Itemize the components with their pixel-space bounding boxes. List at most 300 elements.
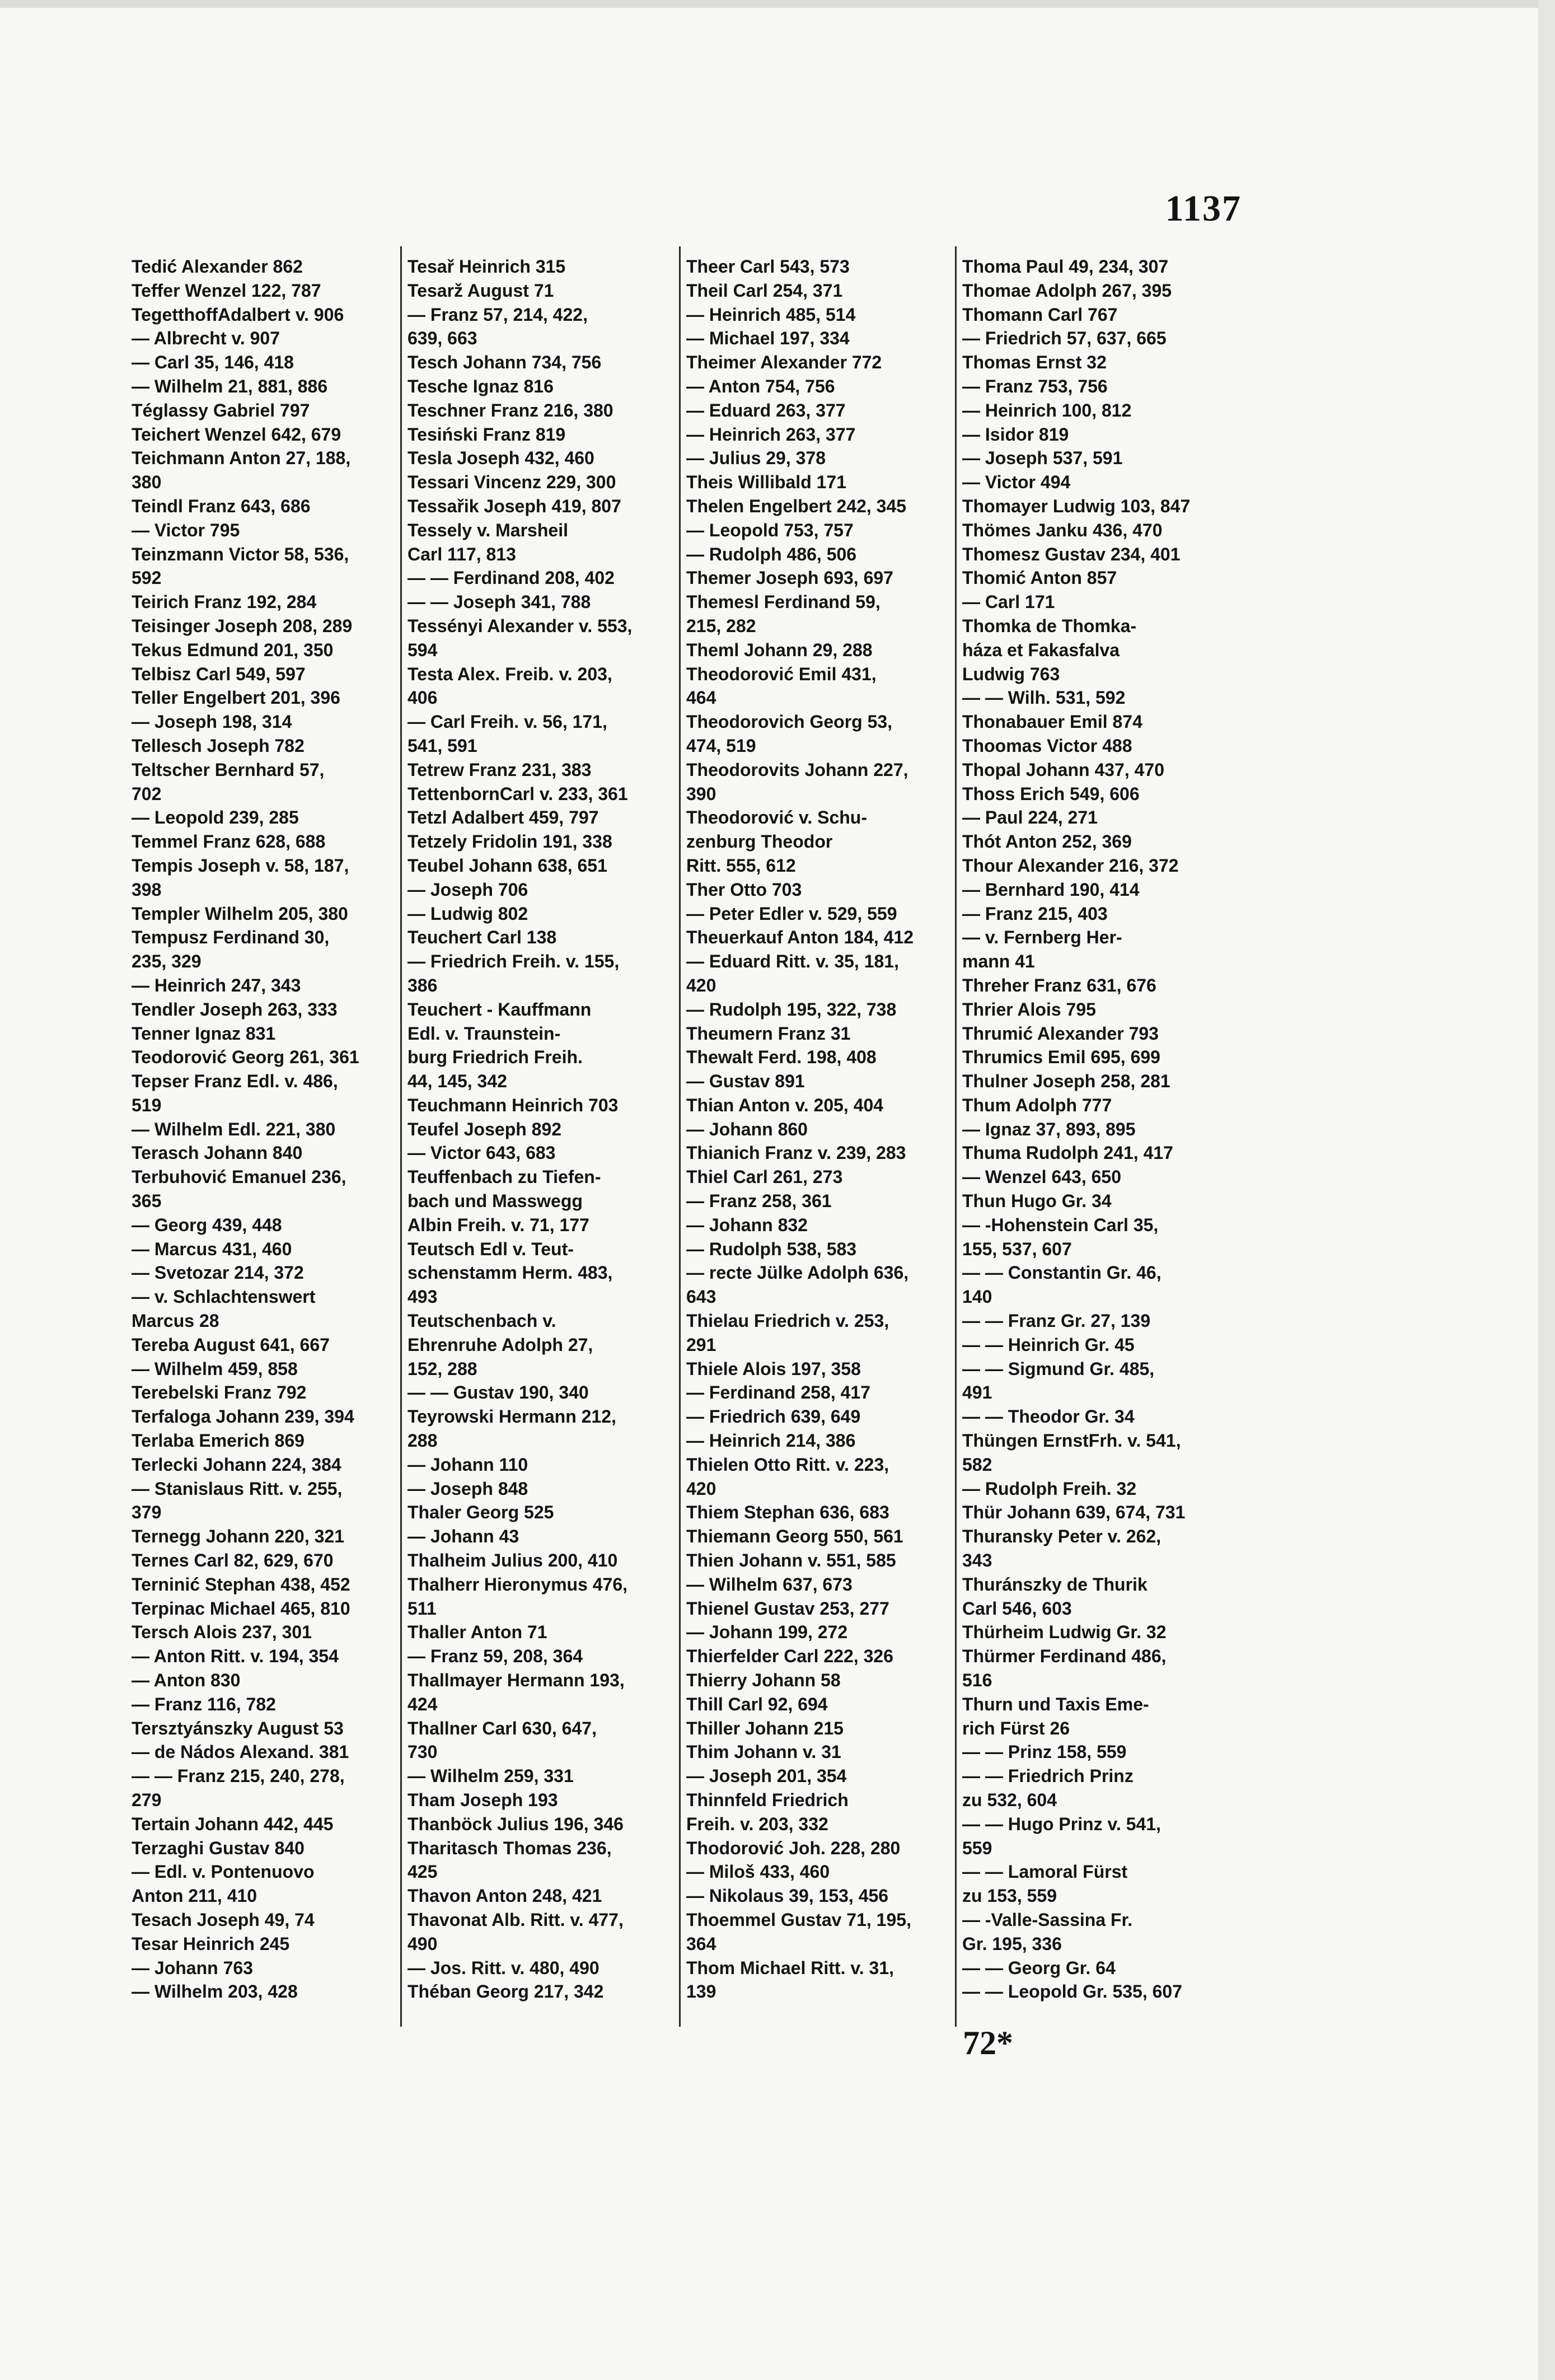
index-entry: Theml Johann 29, 288 <box>686 639 873 660</box>
index-entry: Thoss Erich 549, 606 <box>962 783 1140 804</box>
index-entry: Thour Alexander 216, 372 <box>962 855 1179 876</box>
index-entry: — Nikolaus 39, 153, 456 <box>686 1886 889 1906</box>
index-entry: 215, 282 <box>686 615 756 636</box>
index-entry: Threher Franz 631, 676 <box>962 975 1156 995</box>
index-entry: Thalheim Julius 200, 410 <box>408 1550 618 1571</box>
index-entry: — Johann 832 <box>686 1214 808 1235</box>
index-entry: — Friedrich 639, 649 <box>686 1406 861 1427</box>
index-entry: — — Wilh. 531, 592 <box>962 688 1126 708</box>
index-entry: — Eduard Ritt. v. 35, 181, <box>686 951 899 972</box>
index-entry: burg Friedrich Freih. <box>408 1047 583 1068</box>
index-entry: — — Heinrich Gr. 45 <box>962 1334 1135 1355</box>
index-entry: Teutschenbach v. <box>408 1311 556 1331</box>
index-column-4 <box>962 255 1231 2030</box>
index-entry: Thomae Adolph 267, 395 <box>962 280 1172 301</box>
column-divider <box>400 246 402 2027</box>
index-entry: — Georg 439, 448 <box>132 1214 282 1235</box>
page-number: 1137 <box>1165 188 1242 229</box>
index-entry: — Michael 197, 334 <box>686 328 850 349</box>
index-entry: — Victor 643, 683 <box>408 1143 556 1163</box>
index-entry: 730 <box>408 1742 438 1762</box>
index-entry: Edl. v. Traunstein- <box>408 1023 561 1044</box>
index-entry: — — Constantin Gr. 46, <box>962 1263 1161 1283</box>
index-entry: Thinnfeld Friedrich <box>686 1790 849 1810</box>
index-entry: — Rudolph 538, 583 <box>686 1238 857 1259</box>
index-entry: Thrier Alois 795 <box>962 999 1096 1020</box>
index-entry: mann 41 <box>962 951 1035 972</box>
index-entry: Ternes Carl 82, 629, 670 <box>132 1550 334 1571</box>
index-entry: Terlecki Johann 224, 384 <box>132 1454 341 1475</box>
index-entry: Thian Anton v. 205, 404 <box>686 1095 884 1115</box>
index-entry: Teller Engelbert 201, 396 <box>132 688 340 708</box>
index-entry: — v. Schlachtenswert <box>132 1287 316 1307</box>
index-entry: Thien Johann v. 551, 585 <box>686 1550 896 1571</box>
index-entry: 235, 329 <box>132 951 202 972</box>
index-entry: Tenner Ignaz 831 <box>132 1023 276 1044</box>
index-entry: Carl 546, 603 <box>962 1598 1072 1619</box>
index-entry: Tekus Edmund 201, 350 <box>132 639 334 660</box>
index-entry: — — Theodor Gr. 34 <box>962 1406 1135 1427</box>
index-entry: Teutsch Edl v. Teut- <box>408 1238 574 1259</box>
index-entry: Temmel Franz 628, 688 <box>132 831 326 852</box>
index-entry: Theer Carl 543, 573 <box>686 256 850 277</box>
index-entry: 155, 537, 607 <box>962 1238 1072 1259</box>
index-entry: Thallmayer Hermann 193, <box>408 1670 625 1691</box>
index-entry: — Joseph 537, 591 <box>962 448 1123 469</box>
index-entry: Thierfelder Carl 222, 326 <box>686 1646 893 1667</box>
index-entry: — Franz 59, 208, 364 <box>408 1646 583 1667</box>
index-entry: 541, 591 <box>408 735 477 756</box>
index-entry: Tesch Johann 734, 756 <box>408 352 602 373</box>
index-entry: 592 <box>132 568 162 588</box>
index-entry: Teichert Wenzel 642, 679 <box>132 424 341 445</box>
index-entry: — Victor 494 <box>962 472 1071 493</box>
index-entry: Theuerkauf Anton 184, 412 <box>686 927 914 948</box>
index-entry: Thelen Engelbert 242, 345 <box>686 495 907 516</box>
index-entry: Terninić Stephan 438, 452 <box>132 1574 350 1595</box>
index-entry: — Wenzel 643, 650 <box>962 1167 1121 1187</box>
index-entry: 594 <box>408 639 438 660</box>
index-entry: Teffer Wenzel 122, 787 <box>132 280 321 301</box>
index-entry: Themesl Ferdinand 59, <box>686 592 880 612</box>
index-entry: 139 <box>686 1981 716 2002</box>
index-entry: Thoomas Victor 488 <box>962 735 1132 756</box>
index-entry: 398 <box>132 879 162 900</box>
column-divider <box>679 246 681 2027</box>
index-entry: Teirich Franz 192, 284 <box>132 592 317 612</box>
index-entry: — Marcus 431, 460 <box>132 1238 292 1259</box>
index-entry: Teltscher Bernhard 57, <box>132 759 325 780</box>
index-entry: Teinzmann Victor 58, 536, <box>132 544 349 564</box>
index-entry: — Heinrich 485, 514 <box>686 304 856 325</box>
index-entry: 559 <box>962 1837 992 1858</box>
index-entry: 464 <box>686 688 716 708</box>
index-entry: — Rudolph 195, 322, 738 <box>686 999 897 1020</box>
index-entry: Tepser Franz Edl. v. 486, <box>132 1071 338 1092</box>
index-entry: 491 <box>962 1382 992 1403</box>
index-entry: Thim Johann v. 31 <box>686 1742 841 1762</box>
index-entry: Ehrenruhe Adolph 27, <box>408 1334 593 1355</box>
index-entry: Themer Joseph 693, 697 <box>686 568 893 588</box>
index-entry: Teyrowski Hermann 212, <box>408 1406 616 1427</box>
index-entry: — Wilhelm 203, 428 <box>132 1981 298 2002</box>
index-entry: — Isidor 819 <box>962 424 1069 445</box>
index-entry: — — Hugo Prinz v. 541, <box>962 1813 1161 1834</box>
index-entry: rich Fürst 26 <box>962 1718 1070 1738</box>
index-entry: — Franz 116, 782 <box>132 1694 276 1714</box>
index-entry: Tharitasch Thomas 236, <box>408 1837 612 1858</box>
index-entry: — Anton 830 <box>132 1670 241 1691</box>
index-entry: Thuransky Peter v. 262, <box>962 1526 1161 1547</box>
index-entry: Thüngen ErnstFrh. v. 541, <box>962 1430 1181 1451</box>
index-entry: — Edl. v. Pontenuovo <box>132 1862 315 1882</box>
index-entry: — Wilhelm 459, 858 <box>132 1358 298 1379</box>
index-entry: Theodorović Emil 431, <box>686 663 877 684</box>
index-entry: Ritt. 555, 612 <box>686 855 796 876</box>
index-entry: — Joseph 198, 314 <box>132 712 292 732</box>
index-entry: 474, 519 <box>686 735 756 756</box>
index-entry: Theumern Franz 31 <box>686 1023 851 1044</box>
index-entry: Thewalt Ferd. 198, 408 <box>686 1047 877 1068</box>
index-entry: Terzaghi Gustav 840 <box>132 1837 305 1858</box>
index-entry: — Ignaz 37, 893, 895 <box>962 1119 1136 1139</box>
index-entry: háza et Fakasfalva <box>962 639 1120 660</box>
scan-right-edge <box>1538 0 1555 2380</box>
index-entry: — Johann 199, 272 <box>686 1622 848 1643</box>
index-entry: Theodorovich Georg 53, <box>686 712 893 732</box>
index-entry: Teuchmann Heinrich 703 <box>408 1095 619 1115</box>
index-entry: Thielen Otto Ritt. v. 223, <box>686 1454 889 1475</box>
index-entry: Thomić Anton 857 <box>962 568 1117 588</box>
index-entry: — — Franz 215, 240, 278, <box>132 1766 345 1787</box>
index-entry: — Joseph 706 <box>408 879 528 900</box>
index-entry: 279 <box>132 1790 162 1810</box>
index-entry: Theodorović v. Schu- <box>686 807 867 828</box>
index-entry: — Bernhard 190, 414 <box>962 879 1140 900</box>
index-entry: — Wilhelm 637, 673 <box>686 1574 853 1595</box>
index-entry: Gr. 195, 336 <box>962 1933 1062 1954</box>
index-entry: Thürmer Ferdinand 486, <box>962 1646 1167 1667</box>
index-entry: Thoma Paul 49, 234, 307 <box>962 256 1169 277</box>
index-entry: 420 <box>686 975 716 995</box>
index-entry: Tham Joseph 193 <box>408 1790 558 1810</box>
index-entry: Tetrew Franz 231, 383 <box>408 759 592 780</box>
index-entry: — — Sigmund Gr. 485, <box>962 1358 1155 1379</box>
index-entry: Thür Johann 639, 674, 731 <box>962 1502 1186 1523</box>
index-entry: Teuffenbach zu Tiefen- <box>408 1167 601 1187</box>
index-entry: — Wilhelm 21, 881, 886 <box>132 376 328 396</box>
index-entry: Tesla Joseph 432, 460 <box>408 448 594 469</box>
index-entry: 702 <box>132 783 162 804</box>
index-entry: — — Lamoral Fürst <box>962 1862 1128 1882</box>
index-entry: Thonabauer Emil 874 <box>962 712 1142 732</box>
index-entry: — Johann 763 <box>132 1957 253 1978</box>
index-entry: — Leopold 239, 285 <box>132 807 299 828</box>
index-entry: Thiller Johann 215 <box>686 1718 844 1738</box>
index-entry: Thianich Franz v. 239, 283 <box>686 1143 906 1163</box>
index-entry: Thaler Georg 525 <box>408 1502 554 1523</box>
index-entry: — Gustav 891 <box>686 1071 805 1092</box>
index-entry: Thrumics Emil 695, 699 <box>962 1047 1160 1068</box>
index-entry: Ternegg Johann 220, 321 <box>132 1526 344 1547</box>
entry-list <box>132 255 400 2004</box>
index-entry: 643 <box>686 1287 716 1307</box>
index-entry: — — Franz Gr. 27, 139 <box>962 1311 1151 1331</box>
index-entry: Thuma Rudolph 241, 417 <box>962 1143 1173 1163</box>
index-entry: — — Joseph 341, 788 <box>408 592 591 612</box>
index-entry: — Eduard 263, 377 <box>686 400 846 420</box>
entry-list <box>962 255 1231 2004</box>
index-entry: — Anton 754, 756 <box>686 376 835 396</box>
index-entry: — de Nádos Alexand. 381 <box>132 1742 349 1762</box>
index-entry: Freih. v. 203, 332 <box>686 1813 828 1834</box>
index-entry: Albin Freih. v. 71, 177 <box>408 1214 589 1235</box>
index-entry: — Heinrich 263, 377 <box>686 424 856 445</box>
index-entry: TegetthoffAdalbert v. 906 <box>132 304 344 325</box>
index-entry: Teufel Joseph 892 <box>408 1119 562 1139</box>
column-divider <box>955 246 957 2027</box>
index-entry: Thiele Alois 197, 358 <box>686 1358 861 1379</box>
index-entry: Teisinger Joseph 208, 289 <box>132 615 353 636</box>
index-entry: — Paul 224, 271 <box>962 807 1098 828</box>
index-entry: — Jos. Ritt. v. 480, 490 <box>408 1957 599 1978</box>
index-entry: 343 <box>962 1550 992 1571</box>
index-entry: — Ludwig 802 <box>408 903 528 924</box>
index-entry: Tesach Joseph 49, 74 <box>132 1909 315 1930</box>
index-entry: Terbuhović Emanuel 236, <box>132 1167 346 1187</box>
index-entry: — Heinrich 214, 386 <box>686 1430 856 1451</box>
index-entry: Teindl Franz 643, 686 <box>132 495 311 516</box>
index-entry: — Julius 29, 378 <box>686 448 826 469</box>
index-entry: Ther Otto 703 <box>686 879 802 900</box>
index-entry: Thum Adolph 777 <box>962 1095 1112 1115</box>
index-entry: 639, 663 <box>408 328 477 349</box>
index-entry: Theodorovits Johann 227, <box>686 759 908 780</box>
index-entry: Thopal Johann 437, 470 <box>962 759 1164 780</box>
signature-mark: 72* <box>963 2024 1013 2061</box>
index-entry: Théban Georg 217, 342 <box>408 1981 604 2002</box>
index-entry: Thomesz Gustav 234, 401 <box>962 544 1181 564</box>
index-entry: — v. Fernberg Her- <box>962 927 1122 948</box>
index-entry: Thodorović Joh. 228, 280 <box>686 1837 901 1858</box>
index-column-1 <box>132 255 400 2030</box>
index-entry: — Miloš 433, 460 <box>686 1862 830 1882</box>
index-entry: Thiemann Georg 550, 561 <box>686 1526 903 1547</box>
index-entry: Terebelski Franz 792 <box>132 1382 307 1403</box>
index-entry: Thallner Carl 630, 647, <box>408 1718 597 1738</box>
index-entry: Thill Carl 92, 694 <box>686 1694 828 1714</box>
index-entry: Tesar Heinrich 245 <box>132 1933 290 1954</box>
index-entry: 406 <box>408 688 438 708</box>
index-entry: Thalherr Hieronymus 476, <box>408 1574 628 1595</box>
index-entry: 152, 288 <box>408 1358 477 1379</box>
index-entry: Thomayer Ludwig 103, 847 <box>962 495 1191 516</box>
index-entry: Thiem Stephan 636, 683 <box>686 1502 889 1523</box>
index-entry: Tesiński Franz 819 <box>408 424 566 445</box>
index-entry: — Franz 57, 214, 422, <box>408 304 588 325</box>
index-entry: Tendler Joseph 263, 333 <box>132 999 338 1020</box>
index-entry: — — Leopold Gr. 535, 607 <box>962 1981 1183 2002</box>
index-entry: — Joseph 201, 354 <box>686 1766 847 1787</box>
index-entry: zu 532, 604 <box>962 1790 1057 1810</box>
index-entry: Thielau Friedrich v. 253, <box>686 1311 889 1331</box>
index-entry: 291 <box>686 1334 716 1355</box>
index-entry: — Joseph 848 <box>408 1478 528 1499</box>
index-entry: — -Valle-Sassina Fr. <box>962 1909 1133 1930</box>
index-entry: Thomas Ernst 32 <box>962 352 1107 373</box>
index-entry: Thiel Carl 261, 273 <box>686 1167 843 1187</box>
index-entry: bach und Masswegg <box>408 1191 583 1212</box>
index-entry: Terpinac Michael 465, 810 <box>132 1598 350 1619</box>
index-entry: Tessařik Joseph 419, 807 <box>408 495 621 516</box>
index-entry: Thun Hugo Gr. 34 <box>962 1191 1112 1212</box>
index-entry: Thulner Joseph 258, 281 <box>962 1071 1170 1092</box>
index-entry: Theimer Alexander 772 <box>686 352 882 373</box>
index-entry: 379 <box>132 1502 162 1523</box>
index-entry: Testa Alex. Freib. v. 203, <box>408 663 612 684</box>
index-entry: Ludwig 763 <box>962 663 1060 684</box>
index-entry: Tesarž August 71 <box>408 280 554 301</box>
index-entry: 390 <box>686 783 716 804</box>
index-entry: Tetzl Adalbert 459, 797 <box>408 807 599 828</box>
index-entry: Tetzely Fridolin 191, 338 <box>408 831 612 852</box>
index-entry: Thomann Carl 767 <box>962 304 1118 325</box>
index-entry: Theil Carl 254, 371 <box>686 280 843 301</box>
index-entry: — Franz 258, 361 <box>686 1191 832 1212</box>
index-entry: — Carl 35, 146, 418 <box>132 352 294 373</box>
index-entry: Thoemmel Gustav 71, 195, <box>686 1909 911 1930</box>
index-entry: Telbisz Carl 549, 597 <box>132 663 306 684</box>
index-entry: — — Georg Gr. 64 <box>962 1957 1116 1978</box>
index-entry: — Rudolph 486, 506 <box>686 544 857 564</box>
index-entry: Thavonat Alb. Ritt. v. 477, <box>408 1909 624 1930</box>
index-entry: Thom Michael Ritt. v. 31, <box>686 1957 894 1978</box>
index-entry: — Friedrich 57, 637, 665 <box>962 328 1167 349</box>
scan-top-edge <box>0 0 1555 8</box>
index-entry: 493 <box>408 1287 438 1307</box>
index-entry: — — Friedrich Prinz <box>962 1766 1134 1787</box>
index-entry: — Anton Ritt. v. 194, 354 <box>132 1646 339 1667</box>
index-entry: Thaller Anton 71 <box>408 1622 547 1643</box>
index-entry: — Johann 43 <box>408 1526 519 1547</box>
index-entry: — Franz 215, 403 <box>962 903 1108 924</box>
entry-list <box>408 255 676 2004</box>
index-entry: — -Hohenstein Carl 35, <box>962 1214 1159 1235</box>
index-entry: 516 <box>962 1670 992 1691</box>
index-entry: 288 <box>408 1430 438 1451</box>
index-entry: Thomka de Thomka- <box>962 615 1137 636</box>
index-entry: Thienel Gustav 253, 277 <box>686 1598 889 1619</box>
index-entry: Terlaba Emerich 869 <box>132 1430 305 1451</box>
index-entry: — Heinrich 100, 812 <box>962 400 1132 420</box>
index-entry: Tersztyánszky August 53 <box>132 1718 344 1738</box>
index-entry: Anton 211, 410 <box>132 1886 257 1906</box>
index-entry: Thót Anton 252, 369 <box>962 831 1132 852</box>
index-entry: Thavon Anton 248, 421 <box>408 1886 602 1906</box>
index-entry: — Carl Freih. v. 56, 171, <box>408 712 607 732</box>
index-entry: zu 153, 559 <box>962 1886 1057 1906</box>
index-entry: Thrumić Alexander 793 <box>962 1023 1159 1044</box>
index-entry: — Wilhelm 259, 331 <box>408 1766 574 1787</box>
index-entry: Tereba August 641, 667 <box>132 1334 330 1355</box>
index-entry: — Leopold 753, 757 <box>686 520 854 540</box>
index-entry: — Carl 171 <box>962 592 1055 612</box>
index-entry: Thömes Janku 436, 470 <box>962 520 1163 540</box>
index-entry: 424 <box>408 1694 438 1714</box>
index-entry: 364 <box>686 1933 716 1954</box>
index-entry: Tesche Ignaz 816 <box>408 376 554 396</box>
index-entry: 490 <box>408 1933 438 1954</box>
index-entry: Teichmann Anton 27, 188, <box>132 448 351 469</box>
index-entry: 420 <box>686 1478 716 1499</box>
entry-list <box>686 255 955 2004</box>
index-entry: Tertain Johann 442, 445 <box>132 1813 334 1834</box>
index-entry: Teschner Franz 216, 380 <box>408 400 613 420</box>
index-entry: 386 <box>408 975 438 995</box>
index-entry: Carl 117, 813 <box>408 544 516 564</box>
index-entry: Templer Wilhelm 205, 380 <box>132 903 348 924</box>
index-entry: schenstamm Herm. 483, <box>408 1263 613 1283</box>
index-entry: — — Prinz 158, 559 <box>962 1742 1127 1762</box>
index-entry: — Victor 795 <box>132 520 240 540</box>
index-entry: — — Ferdinand 208, 402 <box>408 568 615 588</box>
index-entry: 511 <box>408 1598 437 1619</box>
index-entry: Tessely v. Marsheil <box>408 520 568 540</box>
index-entry: — Peter Edler v. 529, 559 <box>686 903 897 924</box>
index-entry: Thanböck Julius 196, 346 <box>408 1813 624 1834</box>
index-entry: Teodorović Georg 261, 361 <box>132 1047 359 1068</box>
index-entry: Terfaloga Johann 239, 394 <box>132 1406 354 1427</box>
index-entry: Teuchert - Kauffmann <box>408 999 592 1020</box>
index-entry: 365 <box>132 1191 162 1212</box>
index-entry: Thürheim Ludwig Gr. 32 <box>962 1622 1167 1643</box>
index-entry: — Albrecht v. 907 <box>132 328 280 349</box>
index-entry: — Johann 860 <box>686 1119 808 1139</box>
index-entry: Terasch Johann 840 <box>132 1143 303 1163</box>
index-entry: 44, 145, 342 <box>408 1071 507 1092</box>
index-entry: Tempis Joseph v. 58, 187, <box>132 855 349 876</box>
index-entry: Teuchert Carl 138 <box>408 927 557 948</box>
index-entry: Theis Willibald 171 <box>686 472 847 493</box>
index-entry: — Stanislaus Ritt. v. 255, <box>132 1478 343 1499</box>
index-entry: Thurn und Taxis Eme- <box>962 1694 1149 1714</box>
index-entry: 380 <box>132 472 162 493</box>
index-entry: Tellesch Joseph 782 <box>132 735 305 756</box>
index-entry: — Heinrich 247, 343 <box>132 975 301 995</box>
index-entry: — Franz 753, 756 <box>962 376 1108 396</box>
index-entry: — recte Jülke Adolph 636, <box>686 1263 909 1283</box>
index-entry: Teubel Johann 638, 651 <box>408 855 607 876</box>
index-entry: Tedić Alexander 862 <box>132 256 303 277</box>
index-entry: — Svetozar 214, 372 <box>132 1263 304 1283</box>
index-entry: Thuránszky de Thurik <box>962 1574 1147 1595</box>
index-entry: Marcus 28 <box>132 1311 219 1331</box>
index-entry: — Wilhelm Edl. 221, 380 <box>132 1119 336 1139</box>
index-entry: 140 <box>962 1287 992 1307</box>
index-entry: — Friedrich Freih. v. 155, <box>408 951 620 972</box>
index-entry: — Ferdinand 258, 417 <box>686 1382 871 1403</box>
index-entry: 519 <box>132 1095 162 1115</box>
index-entry: 582 <box>962 1454 992 1475</box>
index-entry: Tesař Heinrich 315 <box>408 256 566 277</box>
index-entry: Téglassy Gabriel 797 <box>132 400 310 420</box>
index-entry: Tessényi Alexander v. 553, <box>408 615 633 636</box>
index-entry: Tempusz Ferdinand 30, <box>132 927 330 948</box>
index-entry: — Rudolph Freih. 32 <box>962 1478 1137 1499</box>
index-entry: — Johann 110 <box>408 1454 528 1475</box>
index-column-2 <box>408 255 676 2030</box>
index-entry: 425 <box>408 1862 438 1882</box>
